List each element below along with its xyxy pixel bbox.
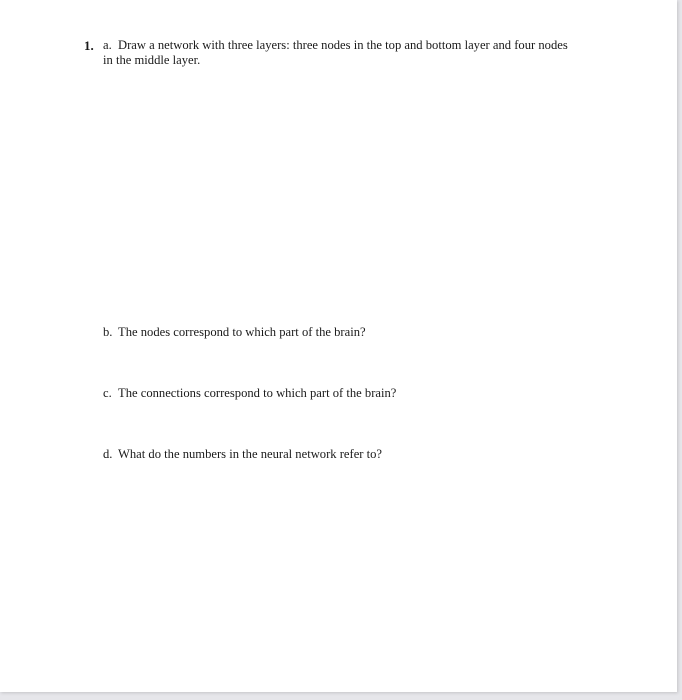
- part-letter: c.: [103, 386, 112, 400]
- question-part-d: [103, 447, 382, 462]
- part-text: The connections correspond to which part of the brain?: [118, 386, 397, 400]
- question-part-c: [103, 386, 396, 401]
- part-text: What do the numbers in the neural network refer to?: [118, 447, 383, 461]
- part-letter: d.: [103, 447, 113, 461]
- part-letter: a.: [103, 38, 112, 52]
- part-text: The nodes correspond to which part of the brain?: [118, 325, 366, 339]
- part-letter: b.: [103, 325, 113, 339]
- part-text-continuation: in the middle layer.: [103, 53, 201, 67]
- question-part-b: [103, 325, 366, 340]
- question-number: 1.: [84, 38, 94, 53]
- part-text: Draw a network with three layers: three nodes in the top and bottom layer and four nodes: [118, 38, 568, 52]
- question-part-a: [103, 38, 603, 68]
